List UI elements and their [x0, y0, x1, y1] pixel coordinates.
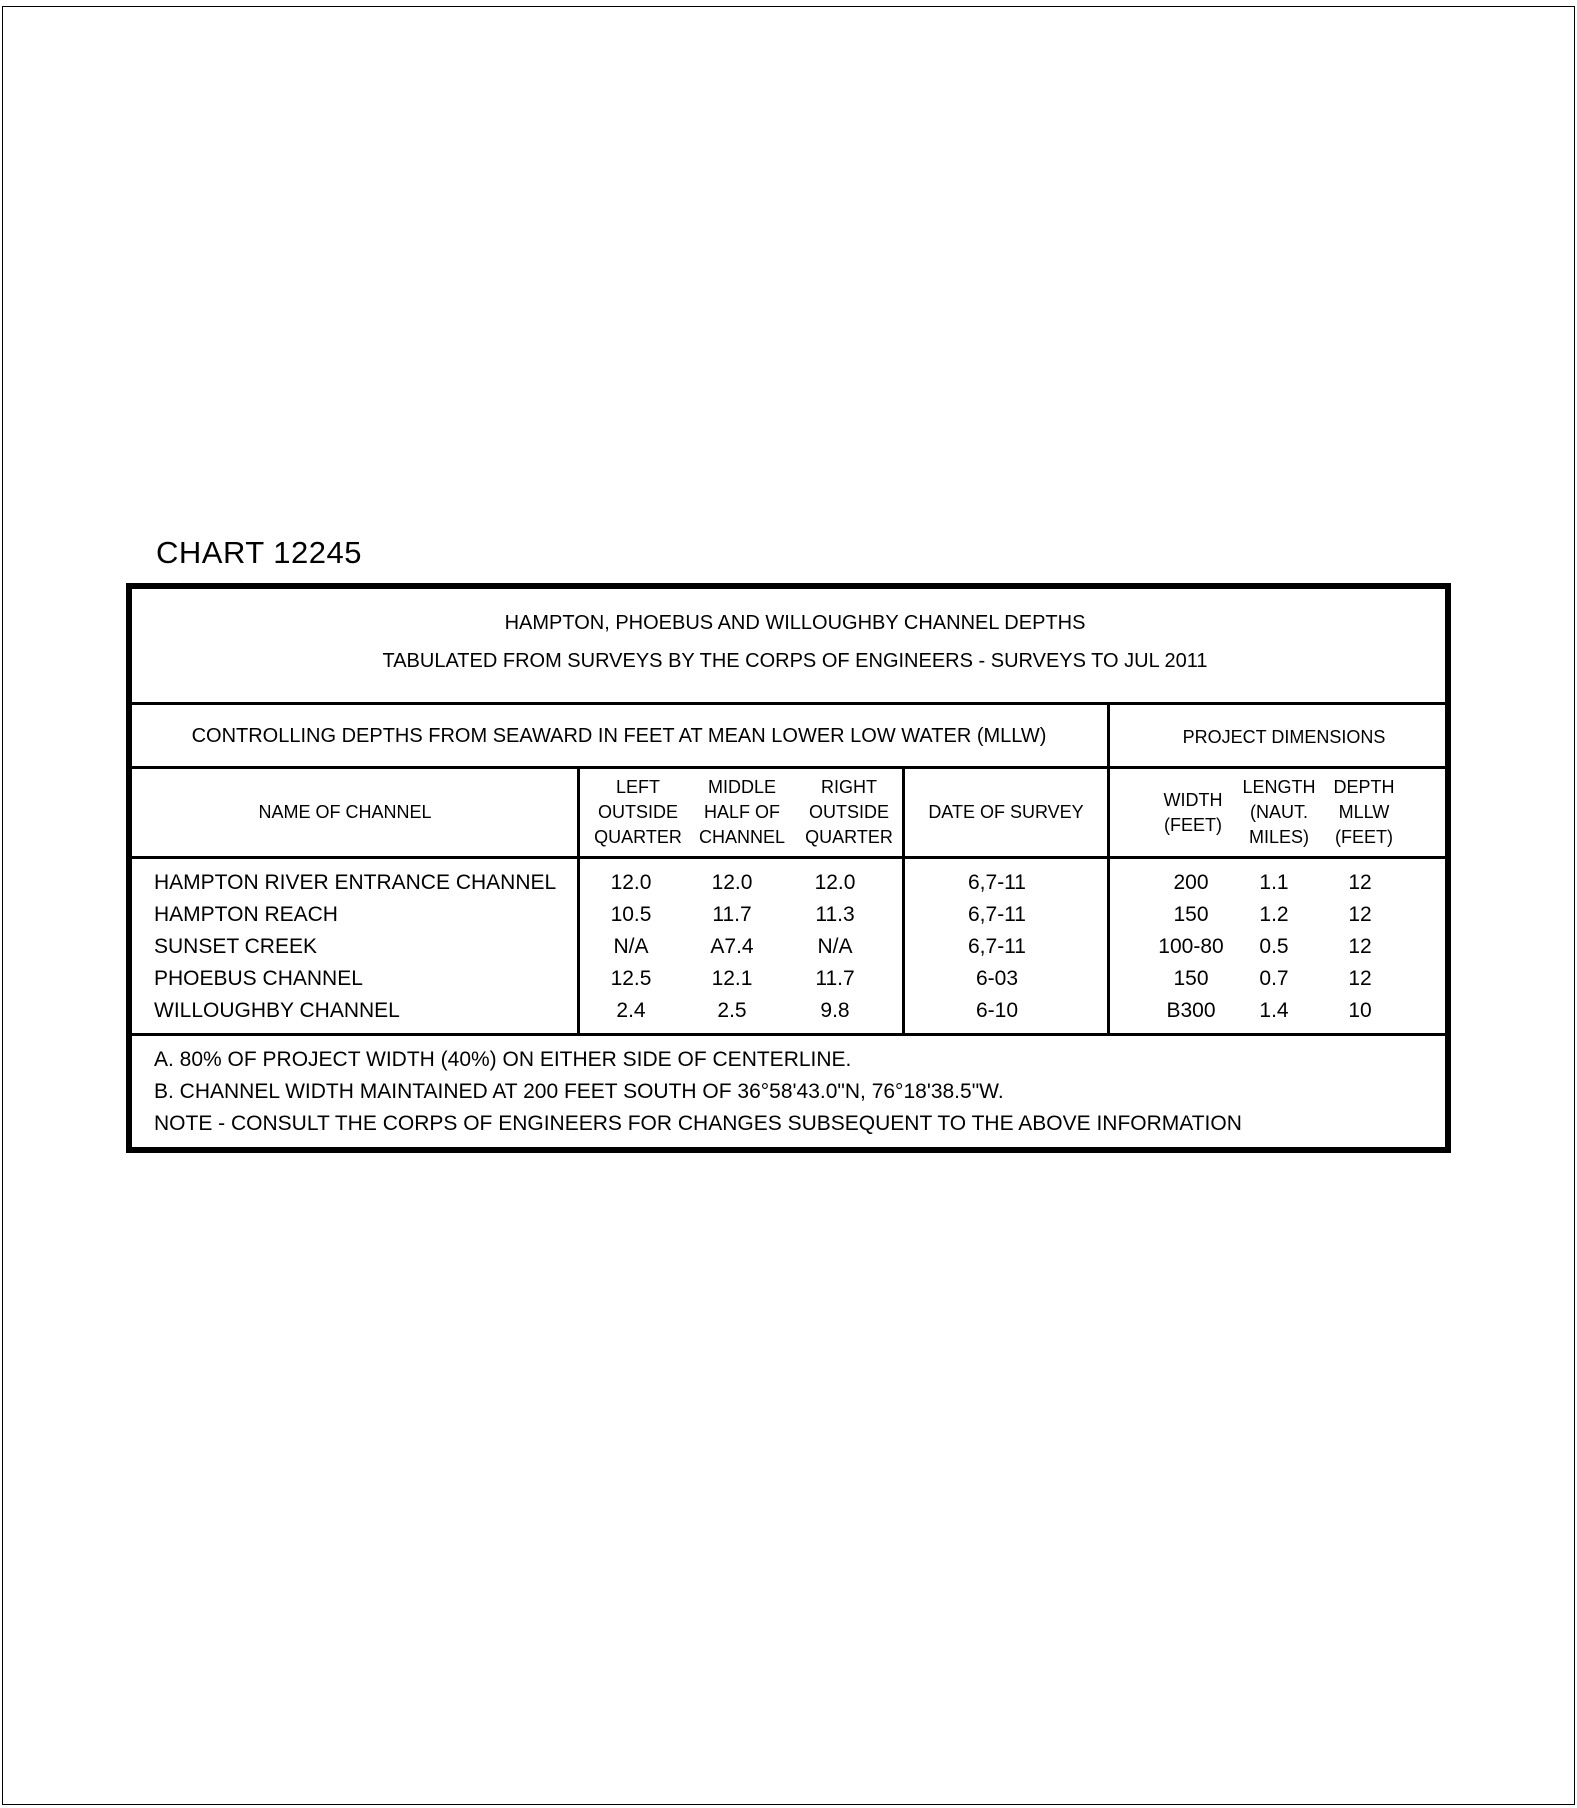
left-quarter-value: N/A — [613, 935, 649, 958]
right-quarter-value: 9.8 — [820, 999, 850, 1022]
col-header-date: DATE OF SURVEY — [928, 802, 1084, 822]
channel-name: HAMPTON REACH — [154, 903, 338, 926]
section-header-controlling: CONTROLLING DEPTHS FROM SEAWARD IN FEET AT MEAN LOWER LOW WATER (MLLW) — [191, 725, 1047, 747]
project-length: 1.4 — [1259, 999, 1289, 1022]
project-width: 200 — [1173, 871, 1209, 894]
survey-date: 6-10 — [975, 999, 1019, 1022]
project-length: 0.5 — [1259, 935, 1289, 958]
channel-name: WILLOUGHBY CHANNEL — [154, 999, 400, 1022]
col-header-left: LEFT OUTSIDE QUARTER — [594, 777, 682, 847]
left-quarter-value: 12.5 — [610, 967, 652, 990]
channel-name: PHOEBUS CHANNEL — [154, 967, 363, 990]
right-quarter-value: 11.7 — [815, 967, 855, 990]
col-header-right: RIGHT OUTSIDE QUARTER — [805, 777, 893, 847]
right-quarter-value: 12.0 — [814, 871, 856, 894]
middle-half-value: 2.5 — [717, 999, 747, 1022]
middle-half-value: 12.1 — [711, 967, 753, 990]
rule-columns — [132, 856, 1445, 859]
project-depth: 12 — [1348, 871, 1372, 894]
rule-title — [132, 702, 1445, 705]
project-width: 100-80 — [1158, 935, 1224, 958]
footnote-note: NOTE - CONSULT THE CORPS OF ENGINEERS FOR CHANGES SUBSEQUENT TO THE ABOVE INFORMATION — [154, 1112, 1242, 1135]
survey-date: 6-03 — [975, 967, 1019, 990]
survey-date: 6,7-11 — [968, 871, 1026, 894]
project-width: 150 — [1173, 903, 1209, 926]
project-width: B300 — [1166, 999, 1216, 1022]
right-quarter-value: 11.3 — [815, 903, 855, 926]
divider-project — [1107, 702, 1110, 1033]
rule-rows — [132, 1033, 1445, 1036]
left-quarter-value: 10.5 — [610, 903, 652, 926]
survey-date: 6,7-11 — [968, 935, 1026, 958]
col-header-name: NAME OF CHANNEL — [258, 802, 432, 822]
project-depth: 12 — [1348, 903, 1372, 926]
middle-half-value: A7.4 — [710, 935, 754, 958]
chart-label: CHART 12245 — [156, 535, 362, 570]
divider-name — [577, 766, 580, 1033]
middle-half-value: 12.0 — [711, 871, 753, 894]
col-header-middle: MIDDLE HALF OF CHANNEL — [698, 777, 786, 847]
right-quarter-value: N/A — [817, 935, 853, 958]
divider-date — [902, 766, 905, 1033]
project-length: 1.2 — [1259, 903, 1289, 926]
project-depth: 12 — [1348, 967, 1372, 990]
footnote-b: B. CHANNEL WIDTH MAINTAINED AT 200 FEET SOUTH OF 36°58'43.0"N, 76°18'38.5"W. — [154, 1080, 1004, 1103]
left-quarter-value: 2.4 — [616, 999, 646, 1022]
table-title: HAMPTON, PHOEBUS AND WILLOUGHBY CHANNEL DEPTHS — [504, 612, 1086, 634]
table-subtitle: TABULATED FROM SURVEYS BY THE CORPS OF ENGINEERS - SURVEYS TO JUL 2011 — [382, 650, 1208, 672]
project-length: 0.7 — [1259, 967, 1289, 990]
rule-section — [132, 766, 1445, 769]
col-header-depth: DEPTH MLLW (FEET) — [1333, 777, 1395, 847]
footnote-a: A. 80% OF PROJECT WIDTH (40%) ON EITHER SIDE OF CENTERLINE. — [154, 1048, 852, 1071]
col-header-width: WIDTH (FEET) — [1163, 790, 1223, 835]
channel-name: HAMPTON RIVER ENTRANCE CHANNEL — [154, 871, 557, 894]
survey-date: 6,7-11 — [968, 903, 1026, 926]
depth-table — [126, 583, 1451, 1153]
project-depth: 10 — [1348, 999, 1372, 1022]
section-header-project: PROJECT DIMENSIONS — [1182, 727, 1386, 747]
left-quarter-value: 12.0 — [610, 871, 652, 894]
middle-half-value: 11.7 — [712, 903, 752, 926]
project-length: 1.1 — [1259, 871, 1289, 894]
channel-name: SUNSET CREEK — [154, 935, 317, 958]
project-width: 150 — [1173, 967, 1209, 990]
project-depth: 12 — [1348, 935, 1372, 958]
col-header-length: LENGTH (NAUT. MILES) — [1242, 777, 1316, 847]
